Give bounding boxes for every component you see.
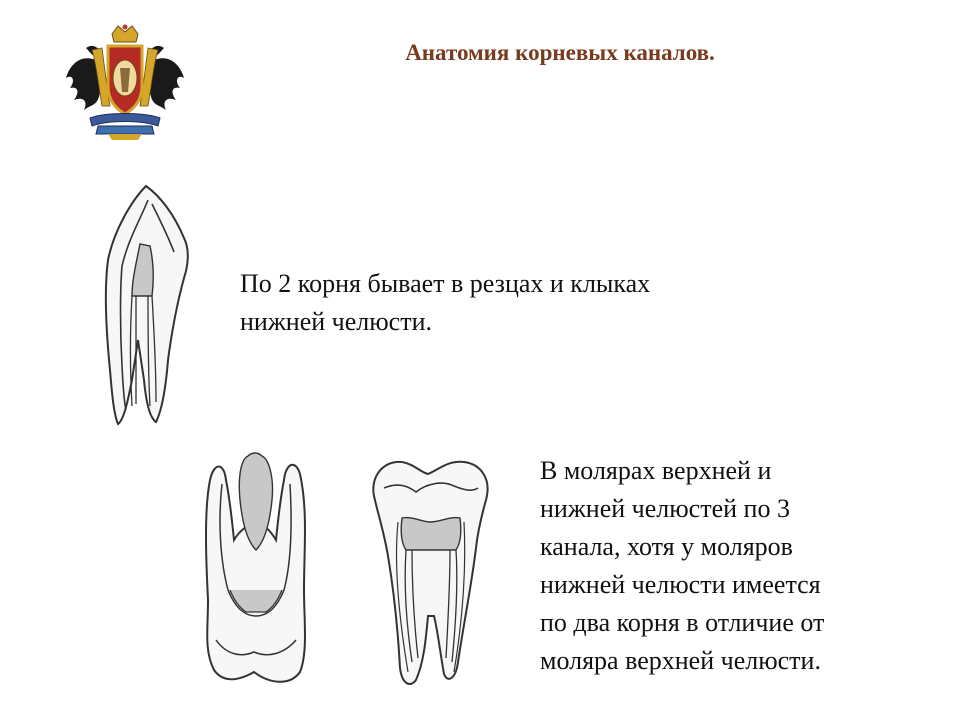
paragraph-incisors [240,265,800,341]
lower-molar-icon [368,452,498,692]
upper-molar-icon [200,440,310,690]
paragraph-line: канала, хотя у моляров [540,532,793,561]
paragraph-molars [540,452,940,680]
slide-title: Анатомия корневых каналов. [405,40,715,65]
paragraph-line: нижней челюстей по 3 [540,494,790,523]
paragraph-line: нижней челюсти имеется [540,570,821,599]
paragraph-line: моляра верхней челюсти. [540,646,821,675]
two-root-incisor-icon [98,180,194,430]
paragraph-line: по два корня в отличие от [540,608,825,637]
paragraph-line: нижней челюсти. [240,307,432,336]
double-headed-eagle-coat-of-arms-icon [62,22,188,144]
paragraph-line: По 2 корня бывает в резцах и клыках [240,269,651,298]
paragraph-line: В молярах верхней и [540,456,772,485]
